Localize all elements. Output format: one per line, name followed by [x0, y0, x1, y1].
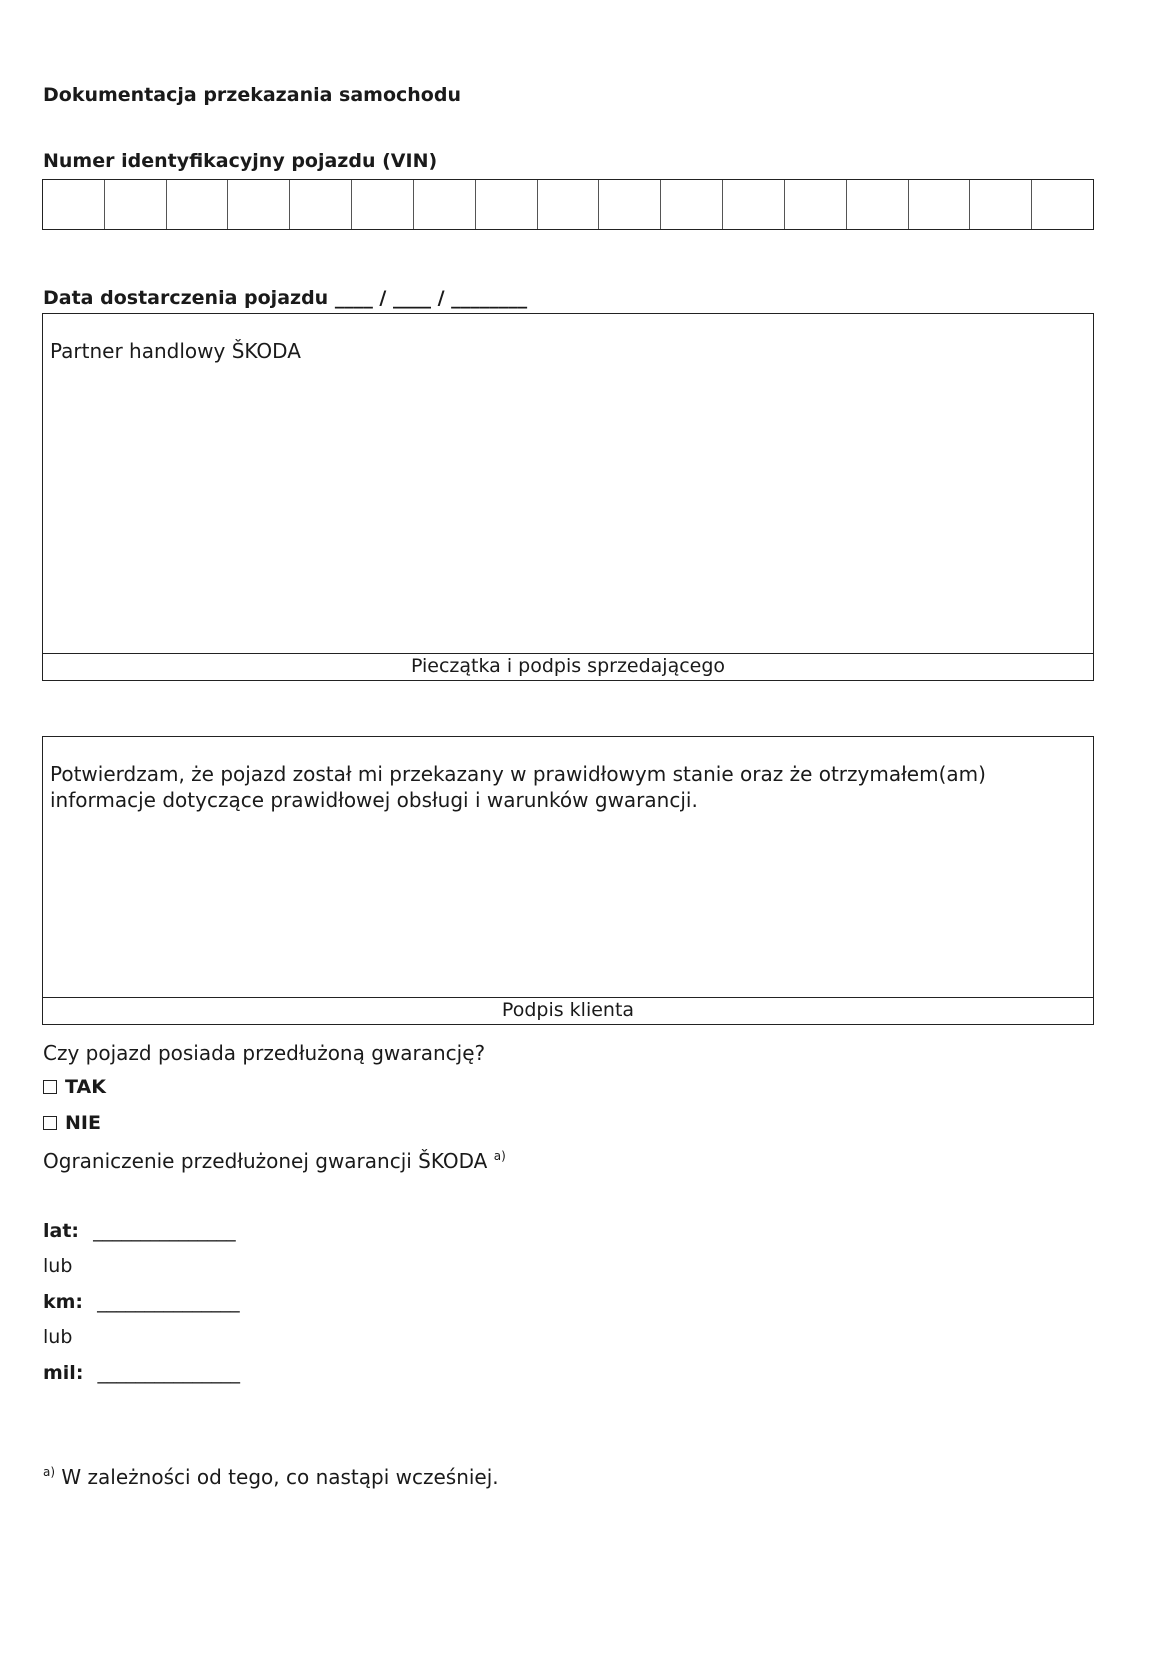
client-confirmation-box[interactable] — [42, 736, 1094, 1025]
km-row — [43, 1291, 240, 1313]
warranty-limit-text: Ograniczenie przedłużonej gwarancji ŠKODA — [43, 1149, 488, 1173]
vin-cell[interactable] — [599, 180, 661, 229]
footnote-marker: a) — [43, 1465, 56, 1479]
checkbox-icon[interactable] — [43, 1116, 57, 1130]
checkbox-icon[interactable] — [43, 1080, 57, 1094]
vin-cell[interactable] — [723, 180, 785, 229]
vin-cell[interactable] — [228, 180, 290, 229]
vin-cell[interactable] — [167, 180, 229, 229]
vin-cell[interactable] — [538, 180, 600, 229]
option-yes[interactable] — [43, 1076, 106, 1098]
warranty-limit-label — [43, 1149, 506, 1173]
years-label: lat: — [43, 1220, 80, 1242]
vin-cell[interactable] — [661, 180, 723, 229]
client-confirmation-text: Potwierdzam, że pojazd został mi przekazany w prawidłowym stanie oraz że otrzymałem(am) informacje dotyczące prawidłowej obsługi i warunków gwarancji. — [50, 762, 986, 812]
or-text: lub — [43, 1326, 73, 1348]
vin-cell[interactable] — [909, 180, 971, 229]
vin-cell[interactable] — [785, 180, 847, 229]
miles-label: mil: — [43, 1362, 84, 1384]
document-title: Dokumentacja przekazania samochodu — [43, 84, 461, 106]
seller-signature-caption: Pieczątka i podpis sprzedającego — [43, 653, 1093, 680]
vin-cell[interactable] — [847, 180, 909, 229]
km-input-line[interactable]: _______________ — [97, 1291, 240, 1313]
vin-cell[interactable] — [352, 180, 414, 229]
vin-cell[interactable] — [1032, 180, 1093, 229]
vin-label: Numer identyfikacyjny pojazdu (VIN) — [43, 150, 438, 172]
seller-stamp-box[interactable] — [42, 313, 1094, 681]
option-no[interactable] — [43, 1112, 101, 1134]
miles-input-line[interactable]: _______________ — [97, 1362, 240, 1384]
client-signature-caption: Podpis klienta — [43, 997, 1093, 1024]
warranty-question: Czy pojazd posiada przedłużoną gwarancję? — [43, 1041, 486, 1065]
footnote — [43, 1465, 499, 1489]
vin-cell[interactable] — [105, 180, 167, 229]
delivery-date-label: Data dostarczenia pojazdu ____ / ____ / ________ — [43, 287, 528, 309]
seller-heading: Partner handlowy ŠKODA — [50, 339, 301, 363]
miles-row — [43, 1362, 240, 1384]
vin-cell[interactable] — [414, 180, 476, 229]
vin-cell[interactable] — [970, 180, 1032, 229]
years-row — [43, 1220, 236, 1242]
km-label: km: — [43, 1291, 84, 1313]
option-no-label: NIE — [65, 1112, 101, 1134]
vin-grid[interactable] — [42, 179, 1094, 230]
footnote-ref: a) — [493, 1149, 506, 1163]
vin-cell[interactable] — [43, 180, 105, 229]
or-text: lub — [43, 1255, 73, 1277]
vin-cell[interactable] — [290, 180, 352, 229]
option-yes-label: TAK — [65, 1076, 106, 1098]
vin-cell[interactable] — [476, 180, 538, 229]
years-input-line[interactable]: _______________ — [93, 1220, 236, 1242]
footnote-text: W zależności od tego, co nastąpi wcześniej. — [61, 1465, 499, 1489]
